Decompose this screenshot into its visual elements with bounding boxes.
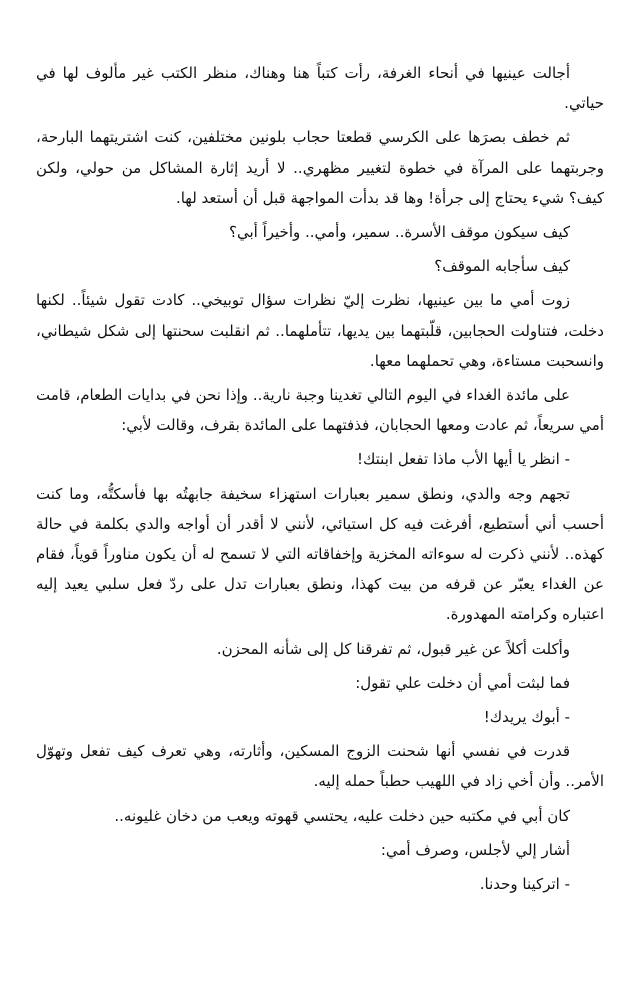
paragraph: على مائدة الغداء في اليوم التالي تغدينا وجبة نارية.. وإذا نحن في بدايات الطعام، قامت أمي سريعاً، ثم عادت ومعها الحجابان، فذفتهما على المائدة بقرف، وقالت لأبي: <box>36 386 604 435</box>
paragraph: فما لبثت أمي أن دخلت علي تقول: <box>355 673 570 692</box>
paragraph: أجالت عينيها في أنحاء الغرفة، رأت كتباً هنا وهناك، منظر الكتب غير مألوف لها في حياتي. <box>36 64 604 113</box>
paragraph: كيف سأجابه الموقف؟ <box>434 257 570 276</box>
paragraph: كان أبي في مكتبه حين دخلت عليه، يحتسي قهوته ويعب من دخان غليونه.. <box>114 806 570 825</box>
dialogue-line: - اتركينا وحدنا. <box>479 875 570 894</box>
paragraph: تجهم وجه والدي، ونطق سمير بعبارات استهزاء سخيفة جابهتُه بها فأسكتُّه، وما كنت أحسب أني أستطيع، أفرغت فيه كل استيائي، لأنني لا أقدر أن أواجه والدي بكلمة في حالة كهذه.. لأنني ذكرت له سوءاته المخزية وإخفاقاته التي لا تسمح له أن يكون مناوراً قوياً، فقام عن الغداء يعبّر عن قرفه من بيت كهذا، ونطق بعبارات تدل على ردّ فعل سلبي يعيد إليه اعتباره وكرامته المهدورة. <box>36 484 604 624</box>
paragraph: زوت أمي ما بين عينيها، نظرت إليّ نظرات سؤال توبيخي.. كادت تقول شيئاً.. لكنها دخلت، فتناولت الحجابين، قلّبتهما بين يديها، تتأملهما.. ثم انقلبت سحنتها إلى شكل شيطاني، وانسحبت مستاءة، وهي تحملهما معها. <box>36 291 604 370</box>
dialogue-line: - أبوك يريدك! <box>483 708 570 727</box>
paragraph: وأكلت أكلاً عن غير قبول، ثم تفرقنا كل إلى شأنه المحزن. <box>216 639 570 658</box>
paragraph: كيف سيكون موقف الأسرة.. سمير، وأمي.. وأخيراً أبي؟ <box>229 223 570 242</box>
paragraph: أشار إلي لأجلس، وصرف أمي: <box>380 840 570 859</box>
paragraph: قدرت في نفسي أنها شحنت الزوج المسكين، وأثارته، وهي تعرف كيف تفعل وتهوّل الأمر.. وأن أخي زاد في اللهيب حطباً حمله إليه. <box>36 742 604 791</box>
dialogue-line: - انظر يا أيها الأب ماذا تفعل ابنتك! <box>357 450 570 469</box>
paragraph: ثم خطف بصرَها على الكرسي قطعتا حجاب بلونين مختلفين، كنت اشتريتهما البارحة، وجربتهما على المرآة في خطوة لتغيير مظهري.. لا أريد إثارة المشاكل من حولي، ولكن كيف؟ شيء يحتاج إلى جرأة! وها قد بدأت المواجهة قبل أن أستعد لها. <box>36 128 604 207</box>
